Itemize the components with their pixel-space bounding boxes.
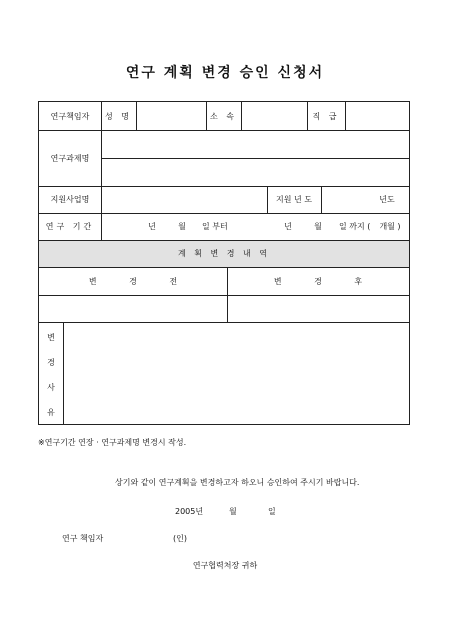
end-month-unit: 월 <box>314 222 322 231</box>
support-year-suffix: 년도 <box>379 195 395 204</box>
affiliation-field[interactable] <box>241 102 307 130</box>
rank-label: 직 급 <box>312 111 340 121</box>
before-field[interactable] <box>39 295 227 322</box>
end-day-unit: 일 까지 ( <box>339 222 371 231</box>
pi-label: 연구책임자 <box>50 111 90 121</box>
after-label: 변 경 후 <box>273 276 363 286</box>
signature-label: 연구 책임자 <box>62 534 104 543</box>
date-month: 월 <box>229 507 237 516</box>
start-day-unit: 일 부터 <box>202 222 228 231</box>
program-label: 지원사업명 <box>50 195 90 204</box>
seal-mark: (인) <box>173 534 187 543</box>
end-year-unit: 년 <box>284 222 292 231</box>
statement-text: 상기와 같이 연구계획을 변경하고자 하오니 승인하여 주시기 바랍니다. <box>115 478 360 487</box>
affiliation-label: 소 속 <box>210 111 237 121</box>
project-title-field-2[interactable] <box>101 158 409 186</box>
project-title-field-1[interactable] <box>101 130 409 158</box>
reason-char-1: 변 <box>47 332 55 342</box>
program-field[interactable] <box>101 186 267 213</box>
application-form <box>38 101 410 425</box>
reason-char-3: 사 <box>47 382 55 392</box>
before-label: 변 경 전 <box>88 276 178 286</box>
support-year-label: 지원 년 도 <box>276 195 312 204</box>
start-month-unit: 월 <box>178 222 186 231</box>
project-title-label: 연구과제명 <box>50 153 90 163</box>
reason-char-2: 경 <box>47 357 55 367</box>
months-unit: 개월 ) <box>379 222 401 231</box>
recipient-text: 연구협력처장 귀하 <box>192 561 258 570</box>
rank-field[interactable] <box>345 102 409 130</box>
date-year: 2005년 <box>175 507 204 516</box>
after-field[interactable] <box>227 295 409 322</box>
start-year-unit: 년 <box>148 222 156 231</box>
reason-char-4: 유 <box>47 407 55 417</box>
reason-field[interactable] <box>63 322 409 424</box>
period-label: 연구 기간 <box>45 222 95 231</box>
date-day: 일 <box>268 507 276 516</box>
name-field[interactable] <box>136 102 206 130</box>
name-label: 성 명 <box>105 111 132 121</box>
change-details-header: 계 획 변 경 내 역 <box>177 249 271 258</box>
note-text: ※연구기간 연장 · 연구과제명 변경시 작성. <box>38 438 187 447</box>
document-title: 연구 계획 변경 승인 신청서 <box>125 65 325 81</box>
